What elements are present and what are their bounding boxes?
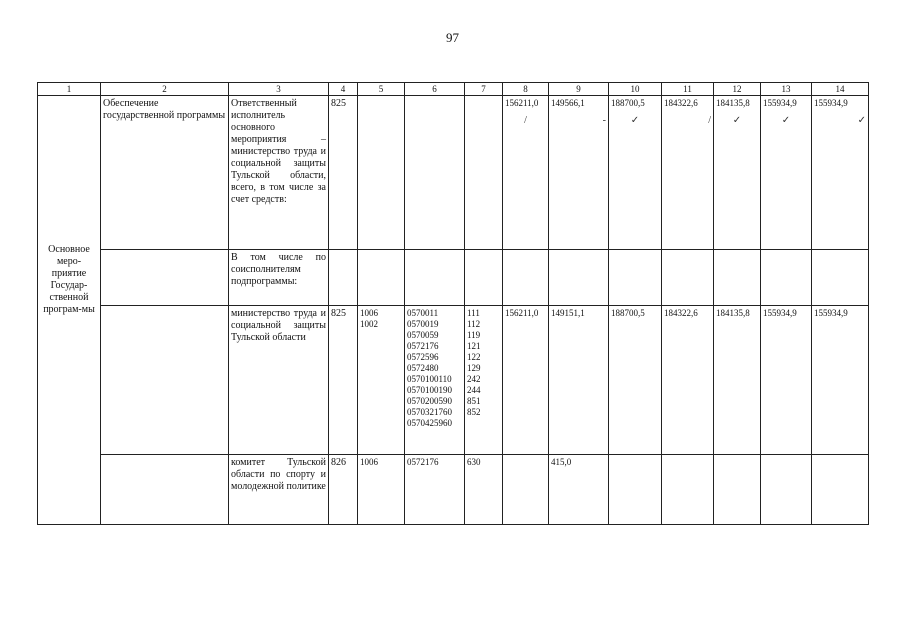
value-cell-10 [609,455,662,525]
check-mark: - [602,115,606,126]
value-cell-10: 188700,5 [609,306,662,455]
section-code: 1006 [360,308,378,318]
check-mark: ✓ [732,115,742,126]
column-number: 3 [229,83,329,96]
value-cell-13 [761,250,812,306]
expense-type-code: 851 [467,396,481,406]
column-number: 10 [609,83,662,96]
target-article-cell [405,250,465,306]
value-cell-11: 184322,6 [662,306,714,455]
value-cell-9: 149151,1 [549,306,609,455]
section-cell [358,96,405,250]
value-cell-13: 155934,9 [761,306,812,455]
expense-type-cell [465,306,503,455]
program-name-cell [101,455,229,525]
value-cell-14: 155934,9 [812,306,869,455]
section-cell [358,250,405,306]
column-number: 11 [662,83,714,96]
check-mark: ✓ [630,115,640,126]
column-number: 8 [503,83,549,96]
executor-text: В том числе по соисполнителям подпрограммы: [231,252,326,287]
table-row [38,96,869,250]
column-number: 14 [812,83,869,96]
target-article-code: 0570011 [407,308,439,318]
program-name-cell [101,96,229,250]
target-article-cell [405,306,465,455]
value-text: 184322,6 [664,98,698,108]
value-cell-12: 184135,8 [714,306,761,455]
column-number: 1 [38,83,101,96]
value-text: 188700,5 [611,98,645,108]
program-name-cell [101,250,229,306]
check-mark: ✓ [857,115,866,126]
value-cell-12 [714,455,761,525]
value-cell-9: 415,0 [549,455,609,525]
value-cell-14 [812,96,869,250]
value-cell-14 [812,455,869,525]
executor-cell [229,96,329,250]
value-cell-10 [609,96,662,250]
expense-type-code: 129 [467,363,481,373]
expense-type-cell [465,250,503,306]
column-number: 13 [761,83,812,96]
column-number: 12 [714,83,761,96]
executor-cell [229,455,329,525]
value-cell-9 [549,250,609,306]
target-article-code: 0570200590 [407,396,452,406]
grbs-cell [329,250,358,306]
program-name-cell [101,306,229,455]
table-row [38,250,869,306]
value-cell-10 [609,250,662,306]
page-number: 97 [446,30,459,45]
executor-text: комитет Тульской области по спорту и молодежной политике [231,457,326,492]
check-mark: / [524,115,527,126]
target-article-code: 0570100110 [407,374,452,384]
column-number: 7 [465,83,503,96]
target-article-code: 0570100190 [407,385,452,395]
grbs-cell: 825 [329,306,358,455]
value-text: 184135,8 [716,98,750,108]
value-cell-9 [549,96,609,250]
expense-type-code: 242 [467,374,481,384]
value-text: 155934,9 [763,98,797,108]
column-number: 4 [329,83,358,96]
value-cell-12 [714,250,761,306]
column-number: 2 [101,83,229,96]
value-cell-8 [503,96,549,250]
check-mark: ✓ [781,115,791,126]
budget-table [37,82,869,525]
value-cell-8: 156211,0 [503,306,549,455]
value-cell-12 [714,96,761,250]
expense-type-code: 111 [467,308,480,318]
section-cell [358,306,405,455]
target-article-code: 0570321760 [407,407,452,417]
executor-text: Ответственный исполнитель основного мероприятия – министерство труда и социальной защиты Тульской области, всего, в том числе за счет средств: [231,98,326,205]
value-cell-11 [662,96,714,250]
value-cell-8 [503,455,549,525]
expense-type-code: 852 [467,407,481,417]
target-article-code: 0570425960 [407,418,452,428]
expense-type-code: 122 [467,352,481,362]
expense-type-cell [465,96,503,250]
expense-type-code: 121 [467,341,481,351]
grbs-cell: 825 [329,96,358,250]
section-cell: 1006 [358,455,405,525]
target-article-code: 0572176 [407,341,439,351]
target-article-code: 0572596 [407,352,439,362]
value-cell-13 [761,455,812,525]
column-number: 9 [549,83,609,96]
expense-type-code: 112 [467,319,481,329]
activity-type-cell [38,96,101,525]
column-number: 5 [358,83,405,96]
value-text: 156211,0 [505,98,539,108]
activity-type-text: Основное меро-приятие Государ-ственной програм-мы [43,244,95,315]
executor-cell [229,250,329,306]
column-number: 6 [405,83,465,96]
value-cell-11 [662,250,714,306]
check-mark: / [708,115,711,126]
executor-cell [229,306,329,455]
expense-type-code: 244 [467,385,481,395]
expense-type-code: 119 [467,330,481,340]
value-cell-8 [503,250,549,306]
table-row [38,455,869,525]
value-cell-11 [662,455,714,525]
target-article-code: 0570059 [407,330,439,340]
program-name-text: Обеспечение государственной программы [103,98,226,121]
value-cell-14 [812,250,869,306]
value-text: 155934,9 [814,98,848,108]
target-article-cell: 0572176 [405,455,465,525]
target-article-code: 0572480 [407,363,439,373]
value-cell-13 [761,96,812,250]
value-text: 149566,1 [551,98,585,108]
target-article-code: 0570019 [407,319,439,329]
grbs-cell: 826 [329,455,358,525]
target-article-cell [405,96,465,250]
expense-type-cell: 630 [465,455,503,525]
section-code: 1002 [360,319,378,329]
executor-text: министерство труда и социальной защиты Тульской области [231,308,326,343]
table-row [38,306,869,455]
column-number-row [38,83,869,96]
